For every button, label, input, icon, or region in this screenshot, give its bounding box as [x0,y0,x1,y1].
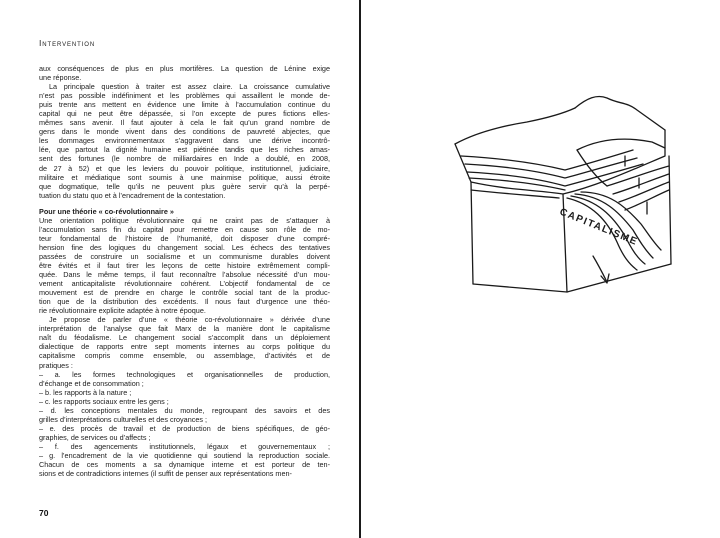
body-line: – b. les rapports à la nature ; [39,387,132,397]
body-line: vement anticapitaliste révolutionnaire cohérent. L’objectif fondamental de ce [39,279,330,289]
body-line: aux conséquences de plus en plus mortifères. La question de Lénine exige [39,64,330,73]
body-line: – f. des agencements institutionnels, légaux et gouvernementaux ; [39,441,330,451]
body-line: gens dans le monde vivent dans des conditions de pauvreté abjectes, que [39,127,330,137]
body-line: lée, que partout la dignité humaine est piétinée tandis que les riches amas- [39,145,330,155]
body-line: l’accumulation sans fin du capital pour remettre en cause son rôle de mo- [39,224,330,234]
body-line: capital qui ne peut être dépassée, si l’on excepte de pures fictions elles- [39,109,330,119]
body-line: – a. les formes technologiques et organisationnelles de production, [39,369,330,379]
running-head: Intervention [39,38,96,48]
body-line: puis trente ans mettent en évidence une limite à l’accumulation continue du [39,100,330,110]
body-line: capitalisme compris comme ensemble, ou assemblage, d’activités et de [39,351,330,361]
paragraph-gap [39,200,330,207]
right-page [361,0,720,538]
body-line: rie révolutionnaire explicite adaptée à notre époque. [39,306,206,316]
body-line: quée. Dans le même temps, il faut reconnaître l’absolue nécessité d’un mou- [39,270,330,280]
body-line: Je propose de parler d’une « théorie co-révolutionnaire » dérivée d’une [49,315,330,325]
body-line: – e. des procès de travail et de production de biens spécifiques, de géo- [39,423,330,433]
body-line: sent des fortunes (le nombre de milliardaires en Inde a doublé, en 2008, [39,154,330,164]
body-line: les dommages environnementaux s’aggravent dans une dérive incontrô- [39,136,330,146]
body-line: Une orientation politique révolutionnaire qui ne craint pas de s’attaquer à [39,215,330,225]
body-line: passées de construire un socialisme et un communisme durables doivent [39,251,330,261]
body-line: sions et de contradictions internes (il suffit de penser aux représentations men- [39,469,292,479]
illustration-label: CAPITALISME [557,206,640,249]
section-heading: Pour une théorie « co-révolutionnaire » [39,206,174,216]
body-line: teur fondamental de l’histoire de l’humanité, doit disposer d’une compré- [39,233,330,243]
body-line: d’échange et de consommation ; [39,378,144,388]
body-line: être évités et il faut tirer les leçons de cette histoire extrêmement compli- [39,260,330,270]
body-line: tuation du statu quo et à l’encadrement de la contestation. [39,190,226,200]
body-line: de 27 à 52) et que les leviers du pouvoir politique, institutionnel, judiciaire, [39,163,330,173]
body-line: mêmes sans avenir. Il faut ajouter à cela le fait qu’un grand nombre de [39,118,330,128]
body-line: – g. l’encadrement de la vie quotidienne qui soutiend la reproduction sociale. [39,450,330,460]
body-line: grilles d’interprétations culturelles et des croyances ; [39,414,208,424]
body-line: pratiques : [39,360,73,370]
left-page [0,0,359,538]
body-line: une réponse. [39,73,82,83]
body-line: dialectique de rapports entre sept moments internes au corps politique du [39,342,330,352]
page-number: 70 [39,508,49,518]
body-line: Chacun de ces moments a sa dynamique interne et est porteur de ten- [39,460,330,470]
body-line: – c. les rapports sociaux entre les gens ; [39,396,169,406]
body-line: – d. les conceptions mentales du monde, regroupant des savoirs et des [39,405,330,415]
capitalism-block-diagram-drawing [447,86,681,298]
body-line: n’est pas possible indéfiniment et les problèmes qui assaillent le monde de- [39,91,330,101]
body-text [39,64,330,478]
body-line: La principale question à traiter est assez claire. La croissance cumulative [49,82,330,92]
body-line: tion que de la distribution des excédents. Il nous faut d’urgence une théo- [39,297,330,307]
body-line: mouvement est de prendre en charge le contrôle social tant de la produc- [39,288,330,298]
body-line: hension fine des logiques du changement social. Les échecs des tentatives [39,242,330,252]
body-line: militaire et médiatique sont soumis à une mainmise politique, aussi étroite [39,172,330,182]
body-line: graphies, de services ou d’affects ; [39,432,151,442]
body-line: naît du féodalisme. Le changement social s’accomplit dans un déploiement [39,333,330,343]
body-line: que dogmatique, telle qu’ils ne peuvent plus guère servir qu’à la perpé- [39,181,330,191]
body-line: interprétation de l’analyse que fait Marx de la manière dont le capitalisme [39,324,330,334]
